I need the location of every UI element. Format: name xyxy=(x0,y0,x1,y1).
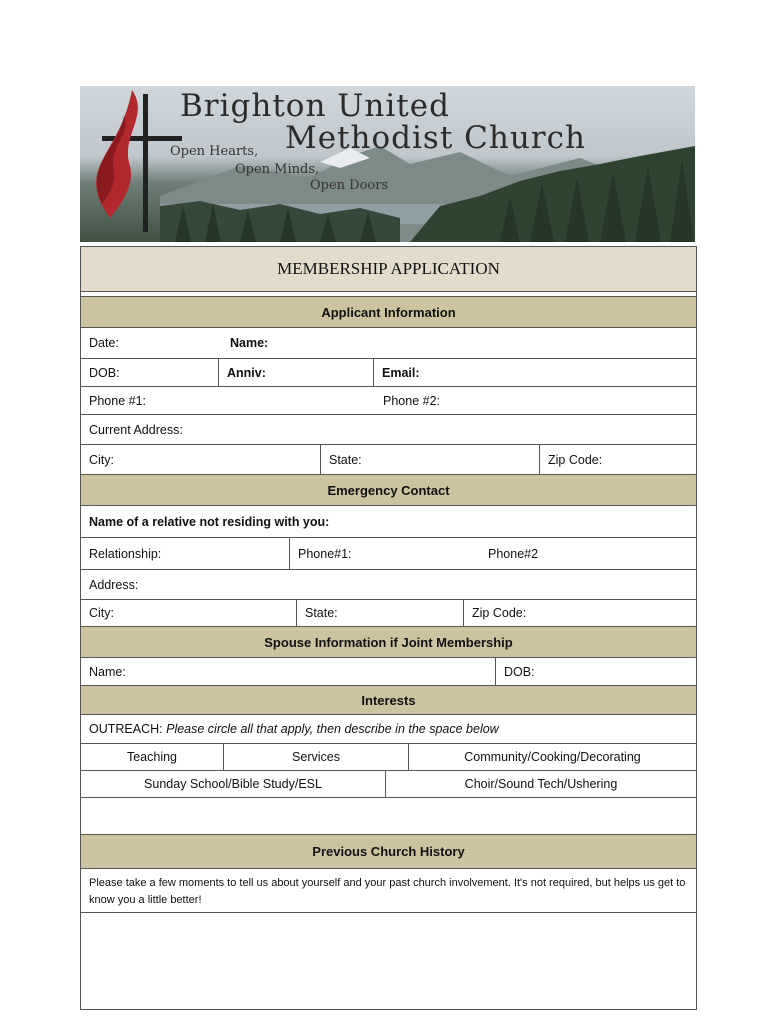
email-field[interactable]: Email: xyxy=(373,359,696,386)
spouse-row xyxy=(81,658,696,686)
option-community[interactable]: Community/Cooking/Decorating xyxy=(408,744,696,770)
name-field[interactable]: Name: xyxy=(230,336,269,350)
relationship-field[interactable]: Relationship: xyxy=(89,546,162,561)
emergency-phone1-field[interactable]: Phone#1: xyxy=(289,538,480,569)
banner-tagline-2: Open Minds, xyxy=(235,162,320,177)
option-services[interactable]: Services xyxy=(223,744,408,770)
emergency-state-field[interactable]: State: xyxy=(296,600,463,626)
history-header: Previous Church History xyxy=(81,835,696,869)
phone2-field[interactable]: Phone #2: xyxy=(383,393,440,408)
emergency-city-field[interactable]: City: xyxy=(89,606,114,620)
applicant-row-dob xyxy=(81,359,696,387)
emergency-row-relative xyxy=(81,506,696,538)
banner-title-line1: Brighton United xyxy=(180,88,450,124)
emergency-row-address xyxy=(81,570,696,600)
option-choir[interactable]: Choir/Sound Tech/Ushering xyxy=(385,771,696,797)
applicant-row-phone xyxy=(81,387,696,415)
phone1-field[interactable]: Phone #1: xyxy=(89,393,146,408)
emergency-row-relationship xyxy=(81,538,696,570)
anniv-field[interactable]: Anniv: xyxy=(218,359,373,386)
history-prompt: Please take a few moments to tell us about yourself and your past church involvement. It's not required, but helps us get to know you a little better! xyxy=(89,877,686,906)
dob-field[interactable]: DOB: xyxy=(89,365,120,380)
emergency-phone2-field[interactable]: Phone#2 xyxy=(488,546,539,561)
interests-options-row-1 xyxy=(81,744,696,771)
banner-tagline-1: Open Hearts, xyxy=(170,144,259,159)
current-address-field[interactable]: Current Address: xyxy=(89,422,183,437)
interests-header: Interests xyxy=(81,686,696,715)
zip-field[interactable]: Zip Code: xyxy=(539,445,696,474)
city-field[interactable]: City: xyxy=(89,452,114,467)
applicant-header: Applicant Information xyxy=(81,297,696,328)
spouse-dob-field[interactable]: DOB: xyxy=(495,658,696,685)
history-prompt-row xyxy=(81,869,696,913)
church-banner xyxy=(80,86,695,242)
emergency-row-city xyxy=(81,600,696,627)
membership-form xyxy=(80,246,697,1010)
banner-title-line2: Methodist Church xyxy=(285,120,586,156)
applicant-row-date-name xyxy=(81,328,696,359)
applicant-row-address xyxy=(81,415,696,445)
spouse-name-field[interactable]: Name: xyxy=(89,664,126,679)
state-field[interactable]: State: xyxy=(320,445,539,474)
form-title: MEMBERSHIP APPLICATION xyxy=(81,246,696,292)
date-field[interactable]: Date: xyxy=(89,336,119,350)
spouse-header: Spouse Information if Joint Membership xyxy=(81,627,696,658)
banner-tagline-3: Open Doors xyxy=(310,178,389,193)
applicant-row-city xyxy=(81,445,696,475)
interests-description-area[interactable] xyxy=(81,798,696,835)
emergency-address-field[interactable]: Address: xyxy=(89,577,139,592)
emergency-zip-field[interactable]: Zip Code: xyxy=(463,600,696,626)
emergency-header: Emergency Contact xyxy=(81,475,696,506)
outreach-label: OUTREACH: xyxy=(89,722,163,736)
history-writing-area[interactable] xyxy=(81,913,696,1010)
option-sunday-school[interactable]: Sunday School/Bible Study/ESL xyxy=(144,777,322,791)
relative-name-field[interactable]: Name of a relative not residing with you: xyxy=(89,514,330,529)
option-teaching[interactable]: Teaching xyxy=(126,750,178,764)
interests-options-row-2 xyxy=(81,771,696,798)
outreach-row xyxy=(81,715,696,744)
outreach-instruction: Please circle all that apply, then describe in the space below xyxy=(166,722,499,736)
